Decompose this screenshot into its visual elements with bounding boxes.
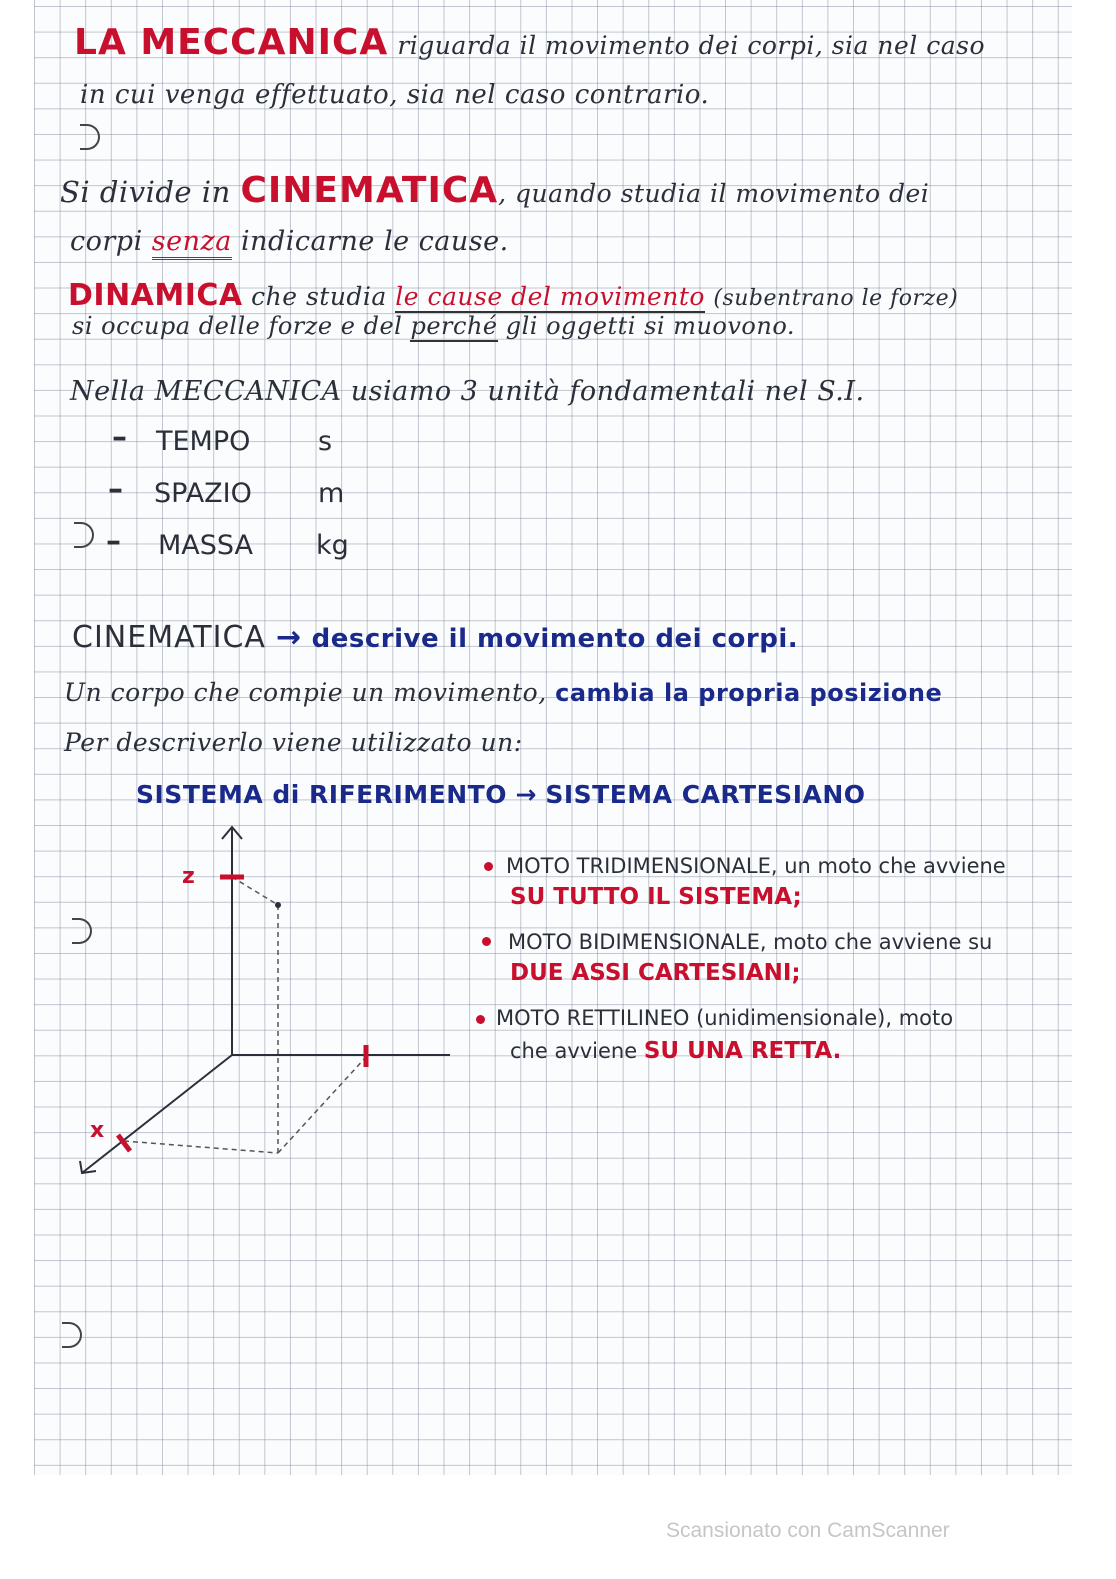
bullet-icon [484, 862, 493, 871]
bullet-icon [482, 937, 491, 946]
dynamics-text: che studia [251, 282, 387, 311]
dash-icon: – [106, 524, 121, 559]
bullet-2-line-1: MOTO BIDIMENSIONALE, moto che avviene su [508, 930, 993, 954]
z-label: z [182, 864, 195, 889]
reference-system: SISTEMA di RIFERIMENTO [136, 780, 507, 809]
dynamics-text-4: gli oggetti si muovono. [505, 312, 795, 340]
bullet-3-emphasis: SU UNA RETTA. [643, 1038, 842, 1064]
senza-underlined: senza [152, 226, 232, 260]
division-cause: indicarne le cause. [240, 226, 509, 257]
unit-symbol-spazio: m [318, 478, 345, 509]
unit-name-massa: MASSA [158, 530, 254, 561]
unit-name-tempo: TEMPO [156, 426, 251, 457]
cinematica-heading: CINEMATICA [72, 620, 266, 655]
scanner-watermark: Scansionato con CamScanner [666, 1519, 950, 1542]
reference-system-line [136, 780, 866, 809]
bullet-3-line-2 [510, 1038, 841, 1064]
arrow-right-icon: → [275, 620, 302, 655]
dynamics-line-2 [72, 312, 795, 340]
perche-underlined: perché [410, 312, 498, 340]
division-corpi: corpi [70, 226, 143, 257]
cartesian-axes-diagram [60, 815, 480, 1195]
cambia-posizione: cambia la propria posizione [555, 679, 943, 707]
units-intro: Nella MECCANICA usiamo 3 unità fondamentali nel S.I. [70, 376, 865, 407]
kinematics-definition: descrive il movimento dei corpi. [311, 624, 799, 654]
bullet-icon [476, 1015, 485, 1024]
dynamics-line-1 [68, 278, 958, 313]
cinematica-keyword: CINEMATICA [240, 170, 499, 211]
kinematics-line-2: Per descriverlo viene utilizzato un: [64, 728, 523, 757]
intro-rest: riguarda il movimento dei corpi, sia nel caso [397, 31, 986, 60]
division-line-1 [60, 170, 929, 211]
meccanica-title: LA MECCANICA [74, 22, 389, 63]
division-text-2: , quando studia il movimento dei [498, 179, 930, 208]
unit-symbol-massa: kg [316, 530, 349, 561]
unit-name-spazio: SPAZIO [154, 478, 252, 509]
cartesian-system: SISTEMA CARTESIANO [545, 780, 866, 809]
bullet-3-line-1: MOTO RETTILINEO (unidimensionale), moto [496, 1006, 954, 1030]
x-label: x [90, 1118, 105, 1143]
arrow-right-icon: → [515, 780, 537, 809]
bullet-1-line-2: SU TUTTO IL SISTEMA; [510, 884, 802, 910]
intro-line-1 [74, 22, 985, 63]
division-line-2 [70, 226, 509, 257]
intro-line-2: in cui venga effettuato, sia nel caso contrario. [80, 80, 710, 110]
dynamics-forces-note: (subentrano le forze) [713, 286, 959, 311]
dash-icon: – [108, 472, 123, 507]
x-axis [82, 1055, 232, 1173]
bullet-3-pre: che avviene [510, 1039, 638, 1063]
bullet-1-line-1: MOTO TRIDIMENSIONALE, un moto che avviene [506, 854, 1006, 878]
kinematics-text: Un corpo che compie un movimento, [64, 678, 547, 707]
cause-movimento-underlined: le cause del movimento [395, 282, 705, 311]
bullet-2-line-2: DUE ASSI CARTESIANI; [510, 960, 801, 986]
division-text: Si divide in [60, 175, 231, 209]
kinematics-title-line [72, 620, 798, 655]
unit-symbol-tempo: s [318, 426, 333, 457]
kinematics-line-1 [64, 678, 942, 707]
dash-icon: – [112, 420, 127, 455]
dynamics-text-3: si occupa delle forze e del [72, 312, 403, 340]
dinamica-keyword: DINAMICA [68, 278, 243, 313]
